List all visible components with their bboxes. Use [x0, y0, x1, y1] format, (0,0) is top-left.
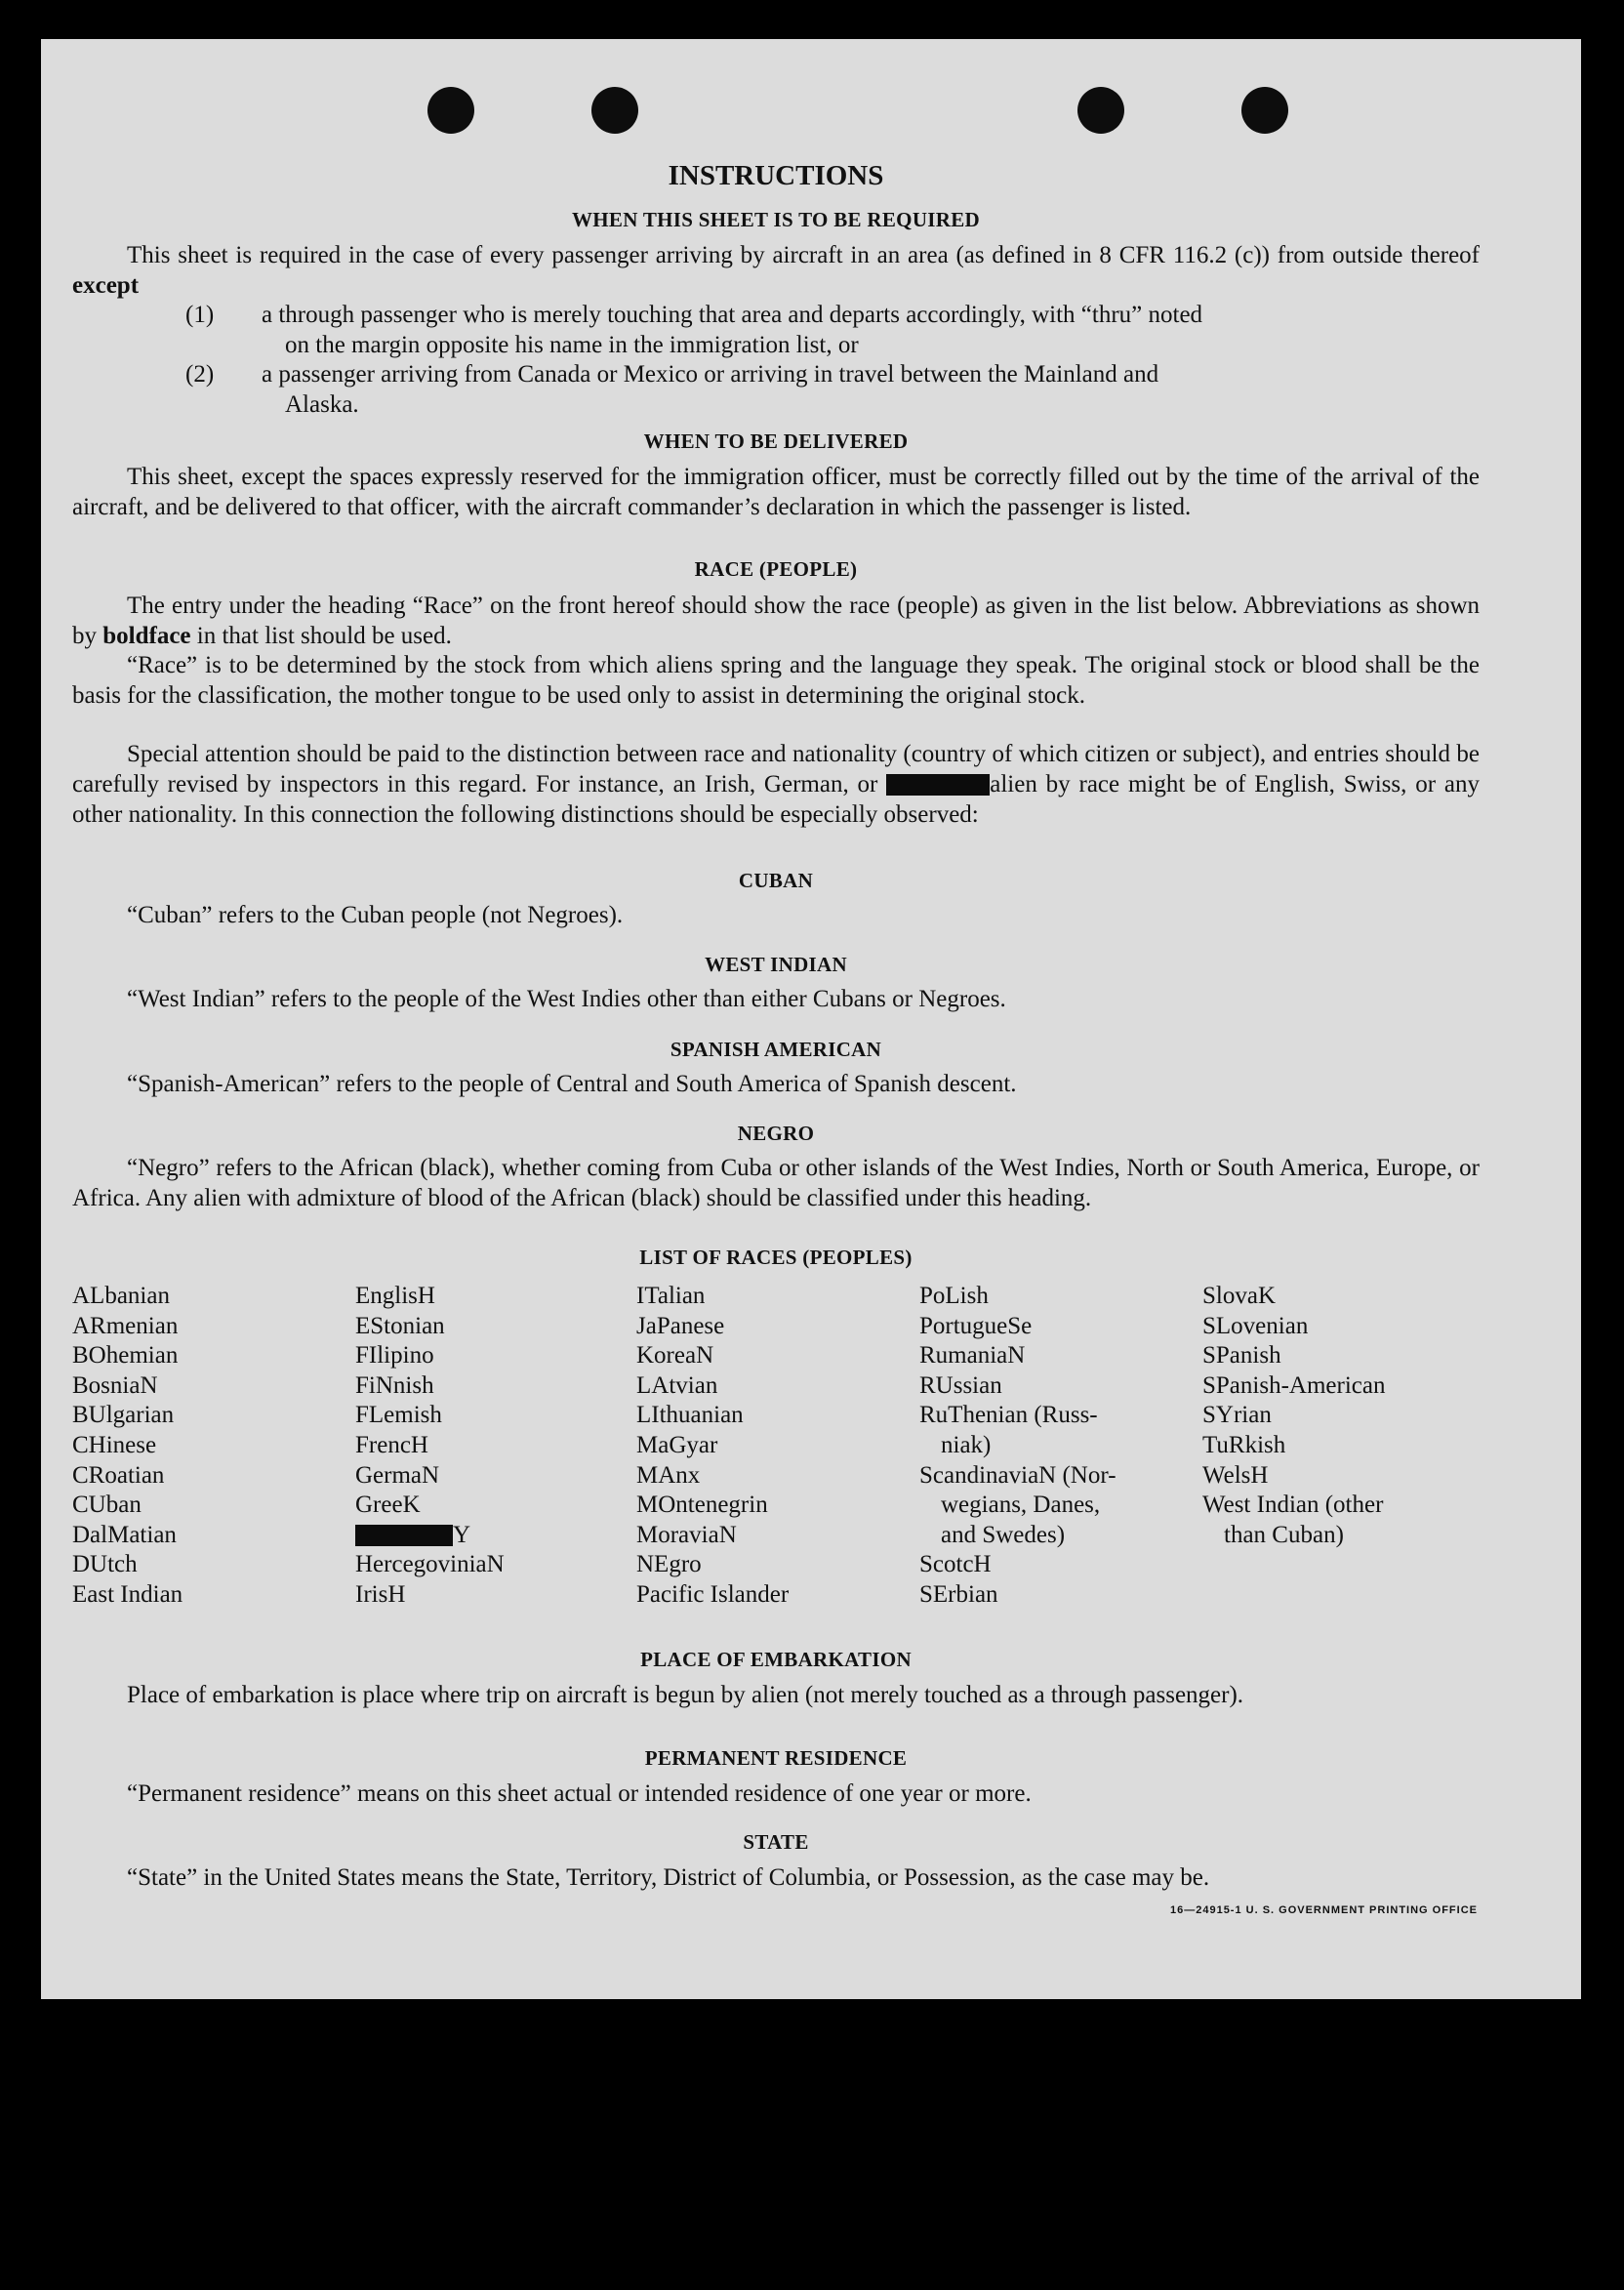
- race-entry: PortugueSe: [919, 1312, 1033, 1339]
- race-entry: KoreaN: [636, 1342, 714, 1370]
- item-text: [262, 300, 1480, 360]
- required-intro: [72, 240, 1480, 301]
- race-entry: PoLish: [919, 1283, 989, 1309]
- delivered-text: This sheet, except the spaces expressly reserved for the immigration officer, must be correctly filled out by the time of the arrival of the aircraft, and be delivered to that officer, with the aircraft commander’s declaration in which the passenger is listed.: [72, 464, 1480, 520]
- race-entry: CUban: [72, 1492, 142, 1519]
- race-entry-suffix: Y: [453, 1521, 471, 1548]
- race-entry: LIthuanian: [636, 1402, 744, 1429]
- race-entry: GreeK: [355, 1492, 421, 1519]
- race-entry: RumaniaN: [919, 1342, 1026, 1370]
- race-entry: MAnx: [636, 1461, 701, 1489]
- heading-state: STATE: [743, 1830, 809, 1854]
- heading-required: WHEN THIS SHEET IS TO BE REQUIRED: [571, 208, 980, 231]
- race-entry-continued: niak): [941, 1431, 992, 1458]
- item-number: (1): [185, 302, 215, 328]
- punch-hole: [1077, 87, 1124, 134]
- heading-list-of-races: LIST OF RACES (PEOPLES): [639, 1246, 913, 1269]
- race-entry: FLemish: [355, 1402, 442, 1429]
- heading-embarkation: PLACE OF EMBARKATION: [640, 1648, 912, 1671]
- item-line: on the margin opposite his name in the immigration list, or: [285, 332, 859, 358]
- heading-permanent-residence: PERMANENT RESIDENCE: [644, 1746, 908, 1770]
- race-entry: LAtvian: [636, 1371, 718, 1399]
- residence-text: “Permanent residence” means on this sheet actual or intended residence of one year or more.: [127, 1780, 1032, 1807]
- race-entry: FiNnish: [355, 1371, 434, 1399]
- race-entry: West Indian (other: [1202, 1492, 1384, 1519]
- redaction-mark: [886, 774, 990, 796]
- item-line: a through passenger who is merely touching that area and departs accordingly, with “thru” noted: [262, 302, 1203, 328]
- item-number: (2): [185, 361, 215, 388]
- race-p3-text: Special attention should be paid to the distinction between race and nationality (country of which citizen or subject), and entries should be carefully revised by inspectors in this regard. For instance, an Irish, German, or: [72, 741, 1480, 797]
- heading-west-indian: WEST INDIAN: [705, 953, 847, 976]
- heading-spanish-american: SPANISH AMERICAN: [670, 1038, 882, 1061]
- race-entry: DalMatian: [72, 1521, 177, 1548]
- race-paragraph-1: [72, 591, 1480, 651]
- race-p1-suffix: in that list should be used.: [190, 623, 452, 649]
- race-entry: ARmenian: [72, 1312, 179, 1339]
- document-sheet: [41, 39, 1581, 1999]
- race-entry: CHinese: [72, 1431, 157, 1458]
- races-column-1: [72, 1282, 183, 1611]
- embarkation-text: Place of embarkation is place where trip on aircraft is begun by alien (not merely touched as a through passenger).: [127, 1682, 1244, 1708]
- redaction-mark: [355, 1525, 453, 1546]
- punch-hole: [427, 87, 474, 134]
- printer-imprint: 16—24915-1 U. S. GOVERNMENT PRINTING OFFICE: [1169, 1904, 1478, 1916]
- race-entry: FrencH: [355, 1431, 428, 1458]
- race-entry: RuThenian (Russ-: [919, 1402, 1098, 1429]
- race-paragraph-2: “Race” is to be determined by the stock from which aliens spring and the language they speak. The original stock or blood shall be the basis for the classification, the mother tongue to be used only to assist in determining the original stock.: [72, 652, 1480, 709]
- race-entry: SErbian: [919, 1580, 998, 1608]
- race-p3-suffix: alien by race might be of English, Swiss, or any other nationality. In this connection the following distinctions should be especially observed:: [72, 771, 1480, 828]
- item-line: a passenger arriving from Canada or Mexico or arriving in travel between the Mainland and: [262, 361, 1159, 388]
- item-text: [262, 359, 1480, 420]
- punch-hole: [1241, 87, 1288, 134]
- race-entry-continued: wegians, Danes,: [941, 1492, 1101, 1519]
- west-indian-text: “West Indian” refers to the people of the West Indies other than either Cubans or Negroes.: [127, 986, 1006, 1012]
- race-entry: HercegoviniaN: [355, 1551, 505, 1578]
- race-entry-continued: than Cuban): [1224, 1521, 1344, 1548]
- race-entry: ScotcH: [919, 1551, 992, 1578]
- heading-delivered: WHEN TO BE DELIVERED: [643, 429, 909, 453]
- race-entry: SYrian: [1202, 1402, 1272, 1429]
- race-entry: SLovenian: [1202, 1312, 1309, 1339]
- race-entry: East Indian: [72, 1580, 183, 1608]
- heading-race: RACE (PEOPLE): [694, 557, 858, 581]
- race-paragraph-3: [72, 739, 1480, 830]
- race-entry: NEgro: [636, 1551, 702, 1578]
- heading-cuban: CUBAN: [738, 869, 814, 892]
- race-entry: MaGyar: [636, 1431, 718, 1458]
- item-line: Alaska.: [285, 391, 359, 418]
- race-entry: SlovaK: [1202, 1283, 1276, 1309]
- races-column-4: [919, 1282, 1116, 1611]
- negro-text: “Negro” refers to the African (black), whether coming from Cuba or other islands of the West Indies, North or South America, Europe, or Africa. Any alien with admixture of blood of the African (black) should be classified under this heading.: [72, 1155, 1480, 1211]
- race-entry: TuRkish: [1202, 1431, 1286, 1458]
- heading-negro: NEGRO: [737, 1122, 815, 1145]
- race-entry: CRoatian: [72, 1461, 165, 1489]
- race-entry: ALbanian: [72, 1283, 170, 1309]
- race-entry: ScandinaviaN (Nor-: [919, 1461, 1116, 1489]
- required-intro-bold: except: [72, 272, 140, 299]
- race-entry: SPanish-American: [1202, 1371, 1386, 1399]
- race-entry: WelsH: [1202, 1461, 1269, 1489]
- race-entry: MoraviaN: [636, 1521, 737, 1548]
- race-entry: IrisH: [355, 1580, 406, 1608]
- race-entry: EnglisH: [355, 1283, 435, 1309]
- race-entry: SPanish: [1202, 1342, 1281, 1370]
- race-entry-redacted: [355, 1521, 505, 1551]
- state-text: “State” in the United States means the State, Territory, District of Columbia, or Possession, as the case may be.: [127, 1864, 1210, 1891]
- required-intro-text: This sheet is required in the case of every passenger arriving by aircraft in an area (as defined in 8 CFR 116.2 (c)) from outside thereof: [127, 242, 1480, 268]
- race-entry: Pacific Islander: [636, 1580, 790, 1608]
- race-p1-bold: boldface: [102, 623, 191, 649]
- race-entry: JaPanese: [636, 1312, 725, 1339]
- race-entry-continued: and Swedes): [941, 1521, 1066, 1548]
- race-entry: RUssian: [919, 1371, 1002, 1399]
- race-entry: BUlgarian: [72, 1402, 175, 1429]
- race-entry: BosniaN: [72, 1371, 158, 1399]
- races-column-2: [355, 1282, 505, 1611]
- race-entry: BOhemian: [72, 1342, 179, 1370]
- page-title: INSTRUCTIONS: [668, 160, 884, 191]
- race-entry: MOntenegrin: [636, 1492, 768, 1519]
- race-entry: DUtch: [72, 1551, 138, 1578]
- race-entry: GermaN: [355, 1461, 440, 1489]
- punch-hole: [591, 87, 638, 134]
- race-entry: ITalian: [636, 1283, 706, 1309]
- spanish-american-text: “Spanish-American” refers to the people of Central and South America of Spanish descent.: [127, 1071, 1017, 1097]
- race-entry: FIlipino: [355, 1342, 434, 1370]
- race-entry: EStonian: [355, 1312, 445, 1339]
- races-column-5: [1202, 1282, 1385, 1550]
- cuban-text: “Cuban” refers to the Cuban people (not Negroes).: [127, 902, 624, 928]
- race-p1-text: The entry under the heading “Race” on the front hereof should show the race (people) as given in the list below. Abbreviations as shown by: [72, 593, 1480, 649]
- races-column-3: [636, 1282, 789, 1611]
